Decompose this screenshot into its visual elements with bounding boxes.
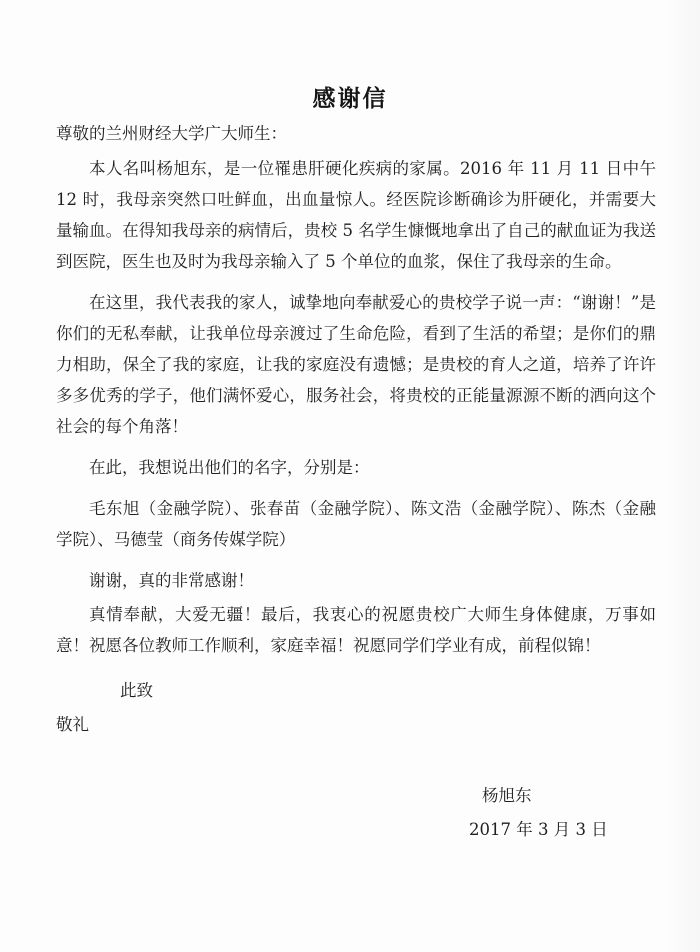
letter-closing: 此致: [120, 681, 153, 700]
paragraph-wishes: 真情奉献，大爱无疆！最后，我衷心的祝愿贵校广大师生身体健康，万事如意！祝愿各位教师工作顺利，家庭幸福！祝愿同学们学业有成，前程似锦！: [56, 605, 656, 655]
letter-date: 2017 年 3 月 3 日: [469, 820, 608, 839]
letter-body: [56, 118, 656, 671]
paragraph-incident: 本人名叫杨旭东，是一位罹患肝硬化疾病的家属。2016 年 11 月 11 日中午 12 时，我母亲突然口吐鲜血，出血量惊人。经医院诊断确诊为肝硬化，并需要大量输血。在得知我母亲的病情后，贵校 5 名学生慷慨地拿出了自己的献血证为我送到医院，医生也及时为我母亲输入了 5 个单位的血浆，保住了我母亲的生命。: [56, 159, 656, 271]
letter-greeting: 尊敬的兰州财经大学广大师生：: [56, 124, 287, 143]
paragraph-gratitude: 谢谢，真的非常感谢！: [89, 571, 254, 590]
letter-salute: 敬礼: [56, 715, 89, 734]
letter-signature: 杨旭东: [482, 786, 532, 805]
letter-title: 感谢信: [312, 86, 388, 112]
paragraph-student-names: 毛东旭（金融学院）、张春苗（金融学院）、陈文浩（金融学院）、陈杰（金融学院）、马德莹（商务传媒学院）: [56, 499, 656, 549]
paragraph-thanks: 在这里，我代表我的家人，诚挚地向奉献爱心的贵校学子说一声：“谢谢！”是你们的无私奉献，让我单位母亲渡过了生命危险，看到了生活的希望；是你们的鼎力相助，保全了我的家庭，让我的家庭没有遗憾；是贵校的育人之道，培养了许许多多优秀的学子，他们满怀爱心，服务社会，将贵校的正能量源源不断的洒向这个社会的每个角落！: [56, 293, 656, 436]
paragraph-names-intro: 在此，我想说出他们的名字，分别是：: [89, 458, 370, 477]
scan-edge-shadow: [664, 0, 700, 952]
